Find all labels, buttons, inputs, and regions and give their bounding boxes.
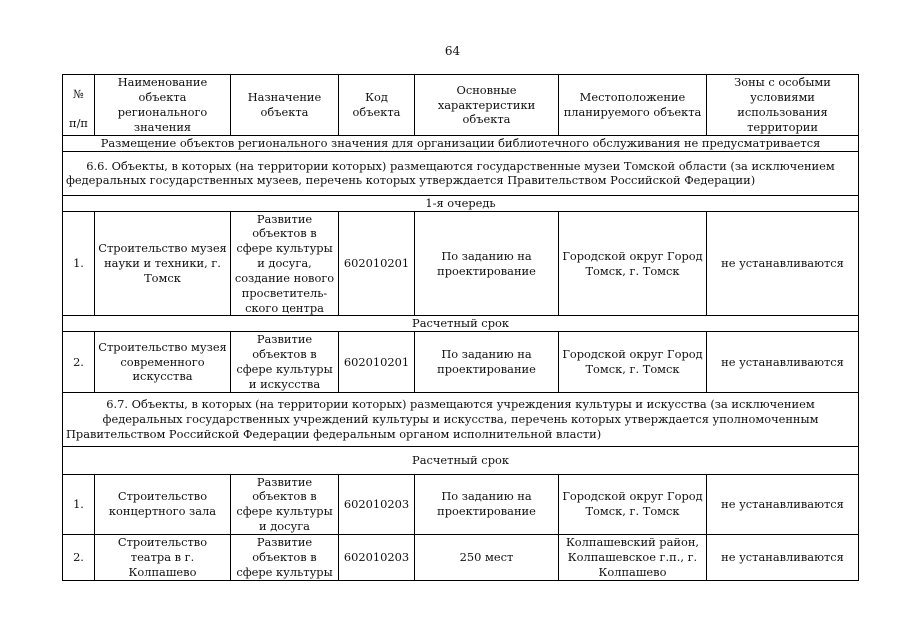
- row-number: 2.: [63, 534, 95, 580]
- object-name: Строительство концертного зала: [95, 474, 231, 534]
- row-number: 1.: [63, 474, 95, 534]
- object-name: Строительство театра в г. Колпашево: [95, 534, 231, 580]
- section-67-title: 6.7. Объекты, в которых (на территории которых) размещаются учреждения культуры и искусства (за исключением федеральных государственных учреждений культуры и искусства, перечень которых утверждается уполномоченным Правительством Российской Федерации федеральным органом исполнительной власти): [63, 392, 859, 446]
- section-67-row: [63, 392, 859, 446]
- col-header-location: Местоположение планируемого объекта: [559, 75, 707, 136]
- stage-label-3: Расчетный срок: [63, 446, 859, 474]
- object-purpose: Развитие объектов в сфере культуры: [231, 534, 339, 580]
- stage-1-row: [63, 195, 859, 211]
- stage-2-row: [63, 316, 859, 332]
- table-row: [63, 534, 859, 580]
- table-row: [63, 211, 859, 316]
- object-code: 602010201: [339, 332, 415, 392]
- stage-3-row: [63, 446, 859, 474]
- object-location: Колпашевский район, Колпашевское г.п., г. Колпашево: [559, 534, 707, 580]
- object-purpose: Развитие объектов в сфере культуры и досуга: [231, 474, 339, 534]
- table-row: [63, 474, 859, 534]
- object-characteristics: 250 мест: [415, 534, 559, 580]
- object-name: Строительство музея науки и техники, г. Томск: [95, 211, 231, 316]
- library-note: Размещение объектов регионального значения для организации библиотечного обслуживания не предусматривается: [63, 136, 859, 152]
- object-zones: не устанавливаются: [707, 332, 859, 392]
- object-code: 602010203: [339, 474, 415, 534]
- object-name: Строительство музея современного искусства: [95, 332, 231, 392]
- object-characteristics: По заданию на проектирование: [415, 211, 559, 316]
- object-location: Городской округ Город Томск, г. Томск: [559, 474, 707, 534]
- col-header-characteristics: Основные характеристики объекта: [415, 75, 559, 136]
- object-code: 602010203: [339, 534, 415, 580]
- object-location: Городской округ Город Томск, г. Томск: [559, 332, 707, 392]
- section-66-title: 6.6. Объекты, в которых (на территории которых) размещаются государственные музеи Томской области (за исключением федеральных государственных музеев, перечень которых утверждается Правительством Российской Федерации): [63, 151, 859, 195]
- object-zones: не устанавливаются: [707, 211, 859, 316]
- num-sub: п/п: [68, 116, 89, 130]
- object-characteristics: По заданию на проектирование: [415, 474, 559, 534]
- col-header-zones: Зоны с особыми условиями использования территории: [707, 75, 859, 136]
- col-header-purpose: Назначение объекта: [231, 75, 339, 136]
- object-characteristics: По заданию на проектирование: [415, 332, 559, 392]
- table-row: [63, 332, 859, 392]
- header-row: [63, 75, 859, 136]
- row-number: 2.: [63, 332, 95, 392]
- object-zones: не устанавливаются: [707, 534, 859, 580]
- col-header-num: [63, 75, 95, 136]
- library-note-row: [63, 136, 859, 152]
- objects-table: [62, 74, 859, 581]
- col-header-name: Наименование объекта регионального значения: [95, 75, 231, 136]
- object-code: 602010201: [339, 211, 415, 316]
- object-purpose: Развитие объектов в сфере культуры и досуга, создание нового просветитель-ского центра: [231, 211, 339, 316]
- object-purpose: Развитие объектов в сфере культуры и искусства: [231, 332, 339, 392]
- stage-label-2: Расчетный срок: [63, 316, 859, 332]
- object-location: Городской округ Город Томск, г. Томск: [559, 211, 707, 316]
- stage-label-1: 1-я очередь: [63, 195, 859, 211]
- page-number: 64: [444, 44, 461, 58]
- section-66-row: [63, 151, 859, 195]
- col-header-code: Код объекта: [339, 75, 415, 136]
- row-number: 1.: [63, 211, 95, 316]
- object-zones: не устанавливаются: [707, 474, 859, 534]
- num-symbol: №: [73, 87, 84, 102]
